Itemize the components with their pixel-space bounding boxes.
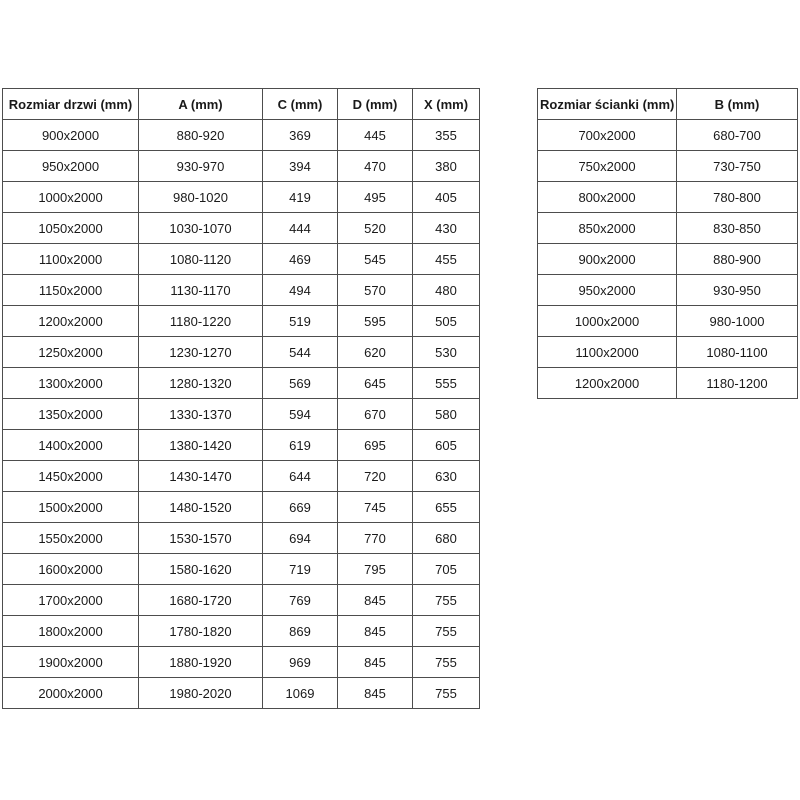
table-row xyxy=(3,151,480,182)
table-cell: 1100x2000 xyxy=(538,337,677,368)
table-cell: 1780-1820 xyxy=(139,616,263,647)
column-header: Rozmiar ścianki (mm) xyxy=(538,89,677,120)
table-cell: 445 xyxy=(338,120,413,151)
column-header: B (mm) xyxy=(677,89,798,120)
table-cell: 830-850 xyxy=(677,213,798,244)
table-cell: 1550x2000 xyxy=(3,523,139,554)
table-cell: 845 xyxy=(338,647,413,678)
table-cell: 880-920 xyxy=(139,120,263,151)
table-cell: 670 xyxy=(338,399,413,430)
table-cell: 520 xyxy=(338,213,413,244)
table-cell: 850x2000 xyxy=(538,213,677,244)
table-cell: 969 xyxy=(263,647,338,678)
table-cell: 669 xyxy=(263,492,338,523)
table-cell: 845 xyxy=(338,585,413,616)
table-cell: 1900x2000 xyxy=(3,647,139,678)
column-header: Rozmiar drzwi (mm) xyxy=(3,89,139,120)
table-cell: 444 xyxy=(263,213,338,244)
table-cell: 1480-1520 xyxy=(139,492,263,523)
table-cell: 695 xyxy=(338,430,413,461)
table-cell: 755 xyxy=(413,678,480,709)
table-cell: 380 xyxy=(413,151,480,182)
table-cell: 1700x2000 xyxy=(3,585,139,616)
table-cell: 405 xyxy=(413,182,480,213)
table-cell: 1200x2000 xyxy=(3,306,139,337)
table-row xyxy=(538,306,798,337)
table-cell: 595 xyxy=(338,306,413,337)
table-row xyxy=(3,182,480,213)
table-cell: 594 xyxy=(263,399,338,430)
door-table-header-row xyxy=(3,89,480,120)
table-cell: 845 xyxy=(338,616,413,647)
table-cell: 555 xyxy=(413,368,480,399)
table-row xyxy=(538,213,798,244)
table-cell: 1600x2000 xyxy=(3,554,139,585)
table-cell: 430 xyxy=(413,213,480,244)
table-row xyxy=(3,678,480,709)
table-cell: 505 xyxy=(413,306,480,337)
table-cell: 2000x2000 xyxy=(3,678,139,709)
table-cell: 1180-1220 xyxy=(139,306,263,337)
table-row xyxy=(3,306,480,337)
table-row xyxy=(3,554,480,585)
table-row xyxy=(3,492,480,523)
table-cell: 619 xyxy=(263,430,338,461)
table-cell: 730-750 xyxy=(677,151,798,182)
table-cell: 355 xyxy=(413,120,480,151)
table-cell: 469 xyxy=(263,244,338,275)
table-cell: 519 xyxy=(263,306,338,337)
table-cell: 494 xyxy=(263,275,338,306)
table-cell: 719 xyxy=(263,554,338,585)
table-cell: 1080-1120 xyxy=(139,244,263,275)
table-cell: 1450x2000 xyxy=(3,461,139,492)
table-cell: 769 xyxy=(263,585,338,616)
table-cell: 1980-2020 xyxy=(139,678,263,709)
table-row xyxy=(3,585,480,616)
table-cell: 869 xyxy=(263,616,338,647)
table-cell: 880-900 xyxy=(677,244,798,275)
table-row xyxy=(3,120,480,151)
column-header: D (mm) xyxy=(338,89,413,120)
table-cell: 755 xyxy=(413,616,480,647)
table-cell: 680-700 xyxy=(677,120,798,151)
table-row xyxy=(538,151,798,182)
table-row xyxy=(3,523,480,554)
table-cell: 1680-1720 xyxy=(139,585,263,616)
table-row xyxy=(3,368,480,399)
table-cell: 394 xyxy=(263,151,338,182)
table-cell: 1380-1420 xyxy=(139,430,263,461)
table-cell: 605 xyxy=(413,430,480,461)
table-cell: 1530-1570 xyxy=(139,523,263,554)
table-cell: 900x2000 xyxy=(538,244,677,275)
table-cell: 645 xyxy=(338,368,413,399)
table-cell: 1500x2000 xyxy=(3,492,139,523)
table-cell: 470 xyxy=(338,151,413,182)
table-cell: 1180-1200 xyxy=(677,368,798,399)
table-cell: 1580-1620 xyxy=(139,554,263,585)
table-cell: 495 xyxy=(338,182,413,213)
table-row xyxy=(538,337,798,368)
wall-table-header-row xyxy=(538,89,798,120)
table-cell: 480 xyxy=(413,275,480,306)
table-cell: 755 xyxy=(413,647,480,678)
table-cell: 455 xyxy=(413,244,480,275)
table-cell: 1150x2000 xyxy=(3,275,139,306)
column-header: X (mm) xyxy=(413,89,480,120)
table-cell: 1130-1170 xyxy=(139,275,263,306)
table-cell: 569 xyxy=(263,368,338,399)
table-cell: 570 xyxy=(338,275,413,306)
table-cell: 680 xyxy=(413,523,480,554)
table-cell: 644 xyxy=(263,461,338,492)
table-cell: 745 xyxy=(338,492,413,523)
table-cell: 1400x2000 xyxy=(3,430,139,461)
table-cell: 1430-1470 xyxy=(139,461,263,492)
table-cell: 800x2000 xyxy=(538,182,677,213)
table-cell: 1880-1920 xyxy=(139,647,263,678)
column-header: C (mm) xyxy=(263,89,338,120)
table-row xyxy=(3,647,480,678)
table-row xyxy=(3,399,480,430)
table-cell: 980-1020 xyxy=(139,182,263,213)
table-cell: 530 xyxy=(413,337,480,368)
table-cell: 655 xyxy=(413,492,480,523)
table-cell: 750x2000 xyxy=(538,151,677,182)
table-row xyxy=(538,275,798,306)
table-cell: 544 xyxy=(263,337,338,368)
table-cell: 720 xyxy=(338,461,413,492)
table-cell: 900x2000 xyxy=(3,120,139,151)
table-row xyxy=(3,430,480,461)
table-cell: 845 xyxy=(338,678,413,709)
table-cell: 620 xyxy=(338,337,413,368)
table-row xyxy=(3,461,480,492)
table-cell: 1000x2000 xyxy=(3,182,139,213)
table-cell: 1000x2000 xyxy=(538,306,677,337)
table-cell: 795 xyxy=(338,554,413,585)
table-cell: 700x2000 xyxy=(538,120,677,151)
table-cell: 780-800 xyxy=(677,182,798,213)
table-cell: 980-1000 xyxy=(677,306,798,337)
wall-size-table xyxy=(537,88,798,399)
table-cell: 369 xyxy=(263,120,338,151)
table-row xyxy=(3,275,480,306)
table-cell: 950x2000 xyxy=(3,151,139,182)
table-row xyxy=(3,244,480,275)
door-table-body xyxy=(3,120,480,709)
wall-table-body xyxy=(538,120,798,399)
table-cell: 705 xyxy=(413,554,480,585)
table-row xyxy=(538,120,798,151)
table-cell: 1350x2000 xyxy=(3,399,139,430)
table-cell: 1069 xyxy=(263,678,338,709)
table-cell: 755 xyxy=(413,585,480,616)
table-cell: 930-950 xyxy=(677,275,798,306)
table-cell: 1050x2000 xyxy=(3,213,139,244)
table-row xyxy=(3,213,480,244)
table-cell: 419 xyxy=(263,182,338,213)
table-row xyxy=(538,244,798,275)
table-cell: 630 xyxy=(413,461,480,492)
table-row xyxy=(538,368,798,399)
table-cell: 694 xyxy=(263,523,338,554)
table-cell: 545 xyxy=(338,244,413,275)
table-cell: 950x2000 xyxy=(538,275,677,306)
table-cell: 1300x2000 xyxy=(3,368,139,399)
table-cell: 1280-1320 xyxy=(139,368,263,399)
table-cell: 580 xyxy=(413,399,480,430)
table-cell: 1230-1270 xyxy=(139,337,263,368)
table-cell: 1100x2000 xyxy=(3,244,139,275)
table-cell: 1330-1370 xyxy=(139,399,263,430)
column-header: A (mm) xyxy=(139,89,263,120)
table-row xyxy=(3,616,480,647)
table-row xyxy=(538,182,798,213)
table-row xyxy=(3,337,480,368)
table-cell: 930-970 xyxy=(139,151,263,182)
table-cell: 770 xyxy=(338,523,413,554)
door-size-table xyxy=(2,88,480,709)
table-cell: 1030-1070 xyxy=(139,213,263,244)
table-cell: 1080-1100 xyxy=(677,337,798,368)
table-cell: 1250x2000 xyxy=(3,337,139,368)
table-cell: 1800x2000 xyxy=(3,616,139,647)
table-cell: 1200x2000 xyxy=(538,368,677,399)
